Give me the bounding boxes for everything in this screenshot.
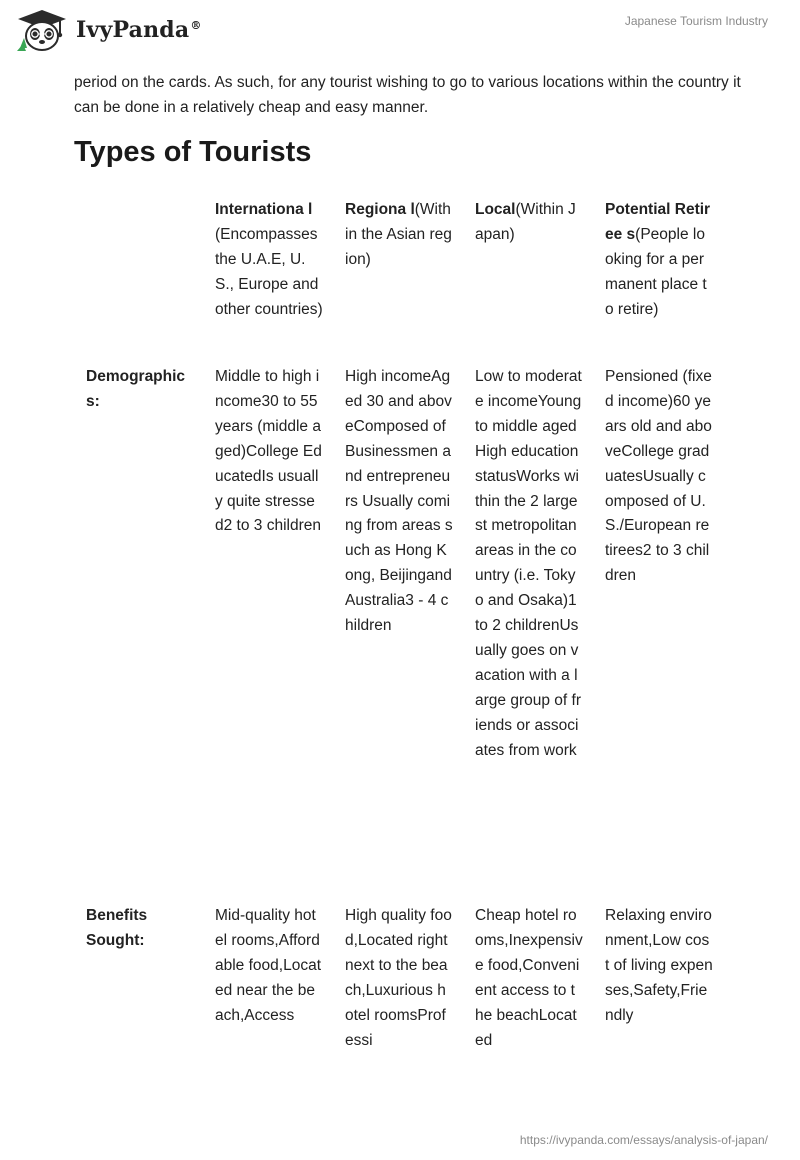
- table-cell: Cheap hotel rooms,Inexpensive food,Convenient access to the beachLocated: [475, 907, 583, 1049]
- column-header-international: Internationa l(Encompasses the U.A.E, U.S., Europe and other countries): [215, 201, 323, 318]
- brand-name: IvyPanda®: [76, 17, 202, 43]
- table-cell: High incomeAged 30 and aboveComposed of Businessmen and entrepreneurs Usually coming from areas such as Hong Kong, Beijingand Australia3 - 4 children: [345, 368, 453, 635]
- column-header-local: Local(Within Japan): [475, 201, 576, 243]
- document-title: Japanese Tourism Industry: [624, 14, 768, 28]
- table-cell: High quality food,Located right next to the beach,Luxurious hotel roomsProfessi: [345, 907, 452, 1049]
- panda-mascot-icon: [14, 8, 70, 52]
- footer-source-url[interactable]: https://ivypanda.com/essays/analysis-of-japan/: [519, 1133, 768, 1147]
- column-header-regional: Regiona l(Within the Asian region): [345, 201, 452, 268]
- column-header-potential-retirees: Potential Retiree s(People looking for a permanent place to retire): [605, 201, 711, 318]
- row-header-demographics: Demographics:: [86, 368, 186, 410]
- table-cell: Low to moderate incomeYoung to middle agedHigh education statusWorks within the 2 largest metropolitan areas in the country (i.e. Tokyo and Osaka)1 to 2 childrenUsually goes on vacation with a large group of friends or associates from work: [475, 368, 582, 759]
- table-cell: Mid-quality hotel rooms,Affordable food,Located near the beach,Access: [215, 907, 322, 1024]
- table-cell: Middle to high income30 to 55 years (middle aged)College EducatedIs usually quite stressed2 to 3 children: [215, 368, 322, 535]
- table-cell: Relaxing environment,Low cost of living expenses,Safety,Friendly: [605, 907, 713, 1024]
- row-header-benefits-sought: Benefits Sought:: [86, 907, 148, 949]
- intro-paragraph: period on the cards. As such, for any tourist wishing to go to various locations within the country it can be done in a relatively cheap and easy manner.: [74, 74, 741, 116]
- ivypanda-logo[interactable]: [14, 8, 202, 52]
- table-cell: Pensioned (fixed income)60 years old and aboveCollege graduatesUsually composed of U.S./European retirees2 to 3 children: [605, 368, 712, 585]
- section-heading: Types of Tourists: [74, 136, 312, 168]
